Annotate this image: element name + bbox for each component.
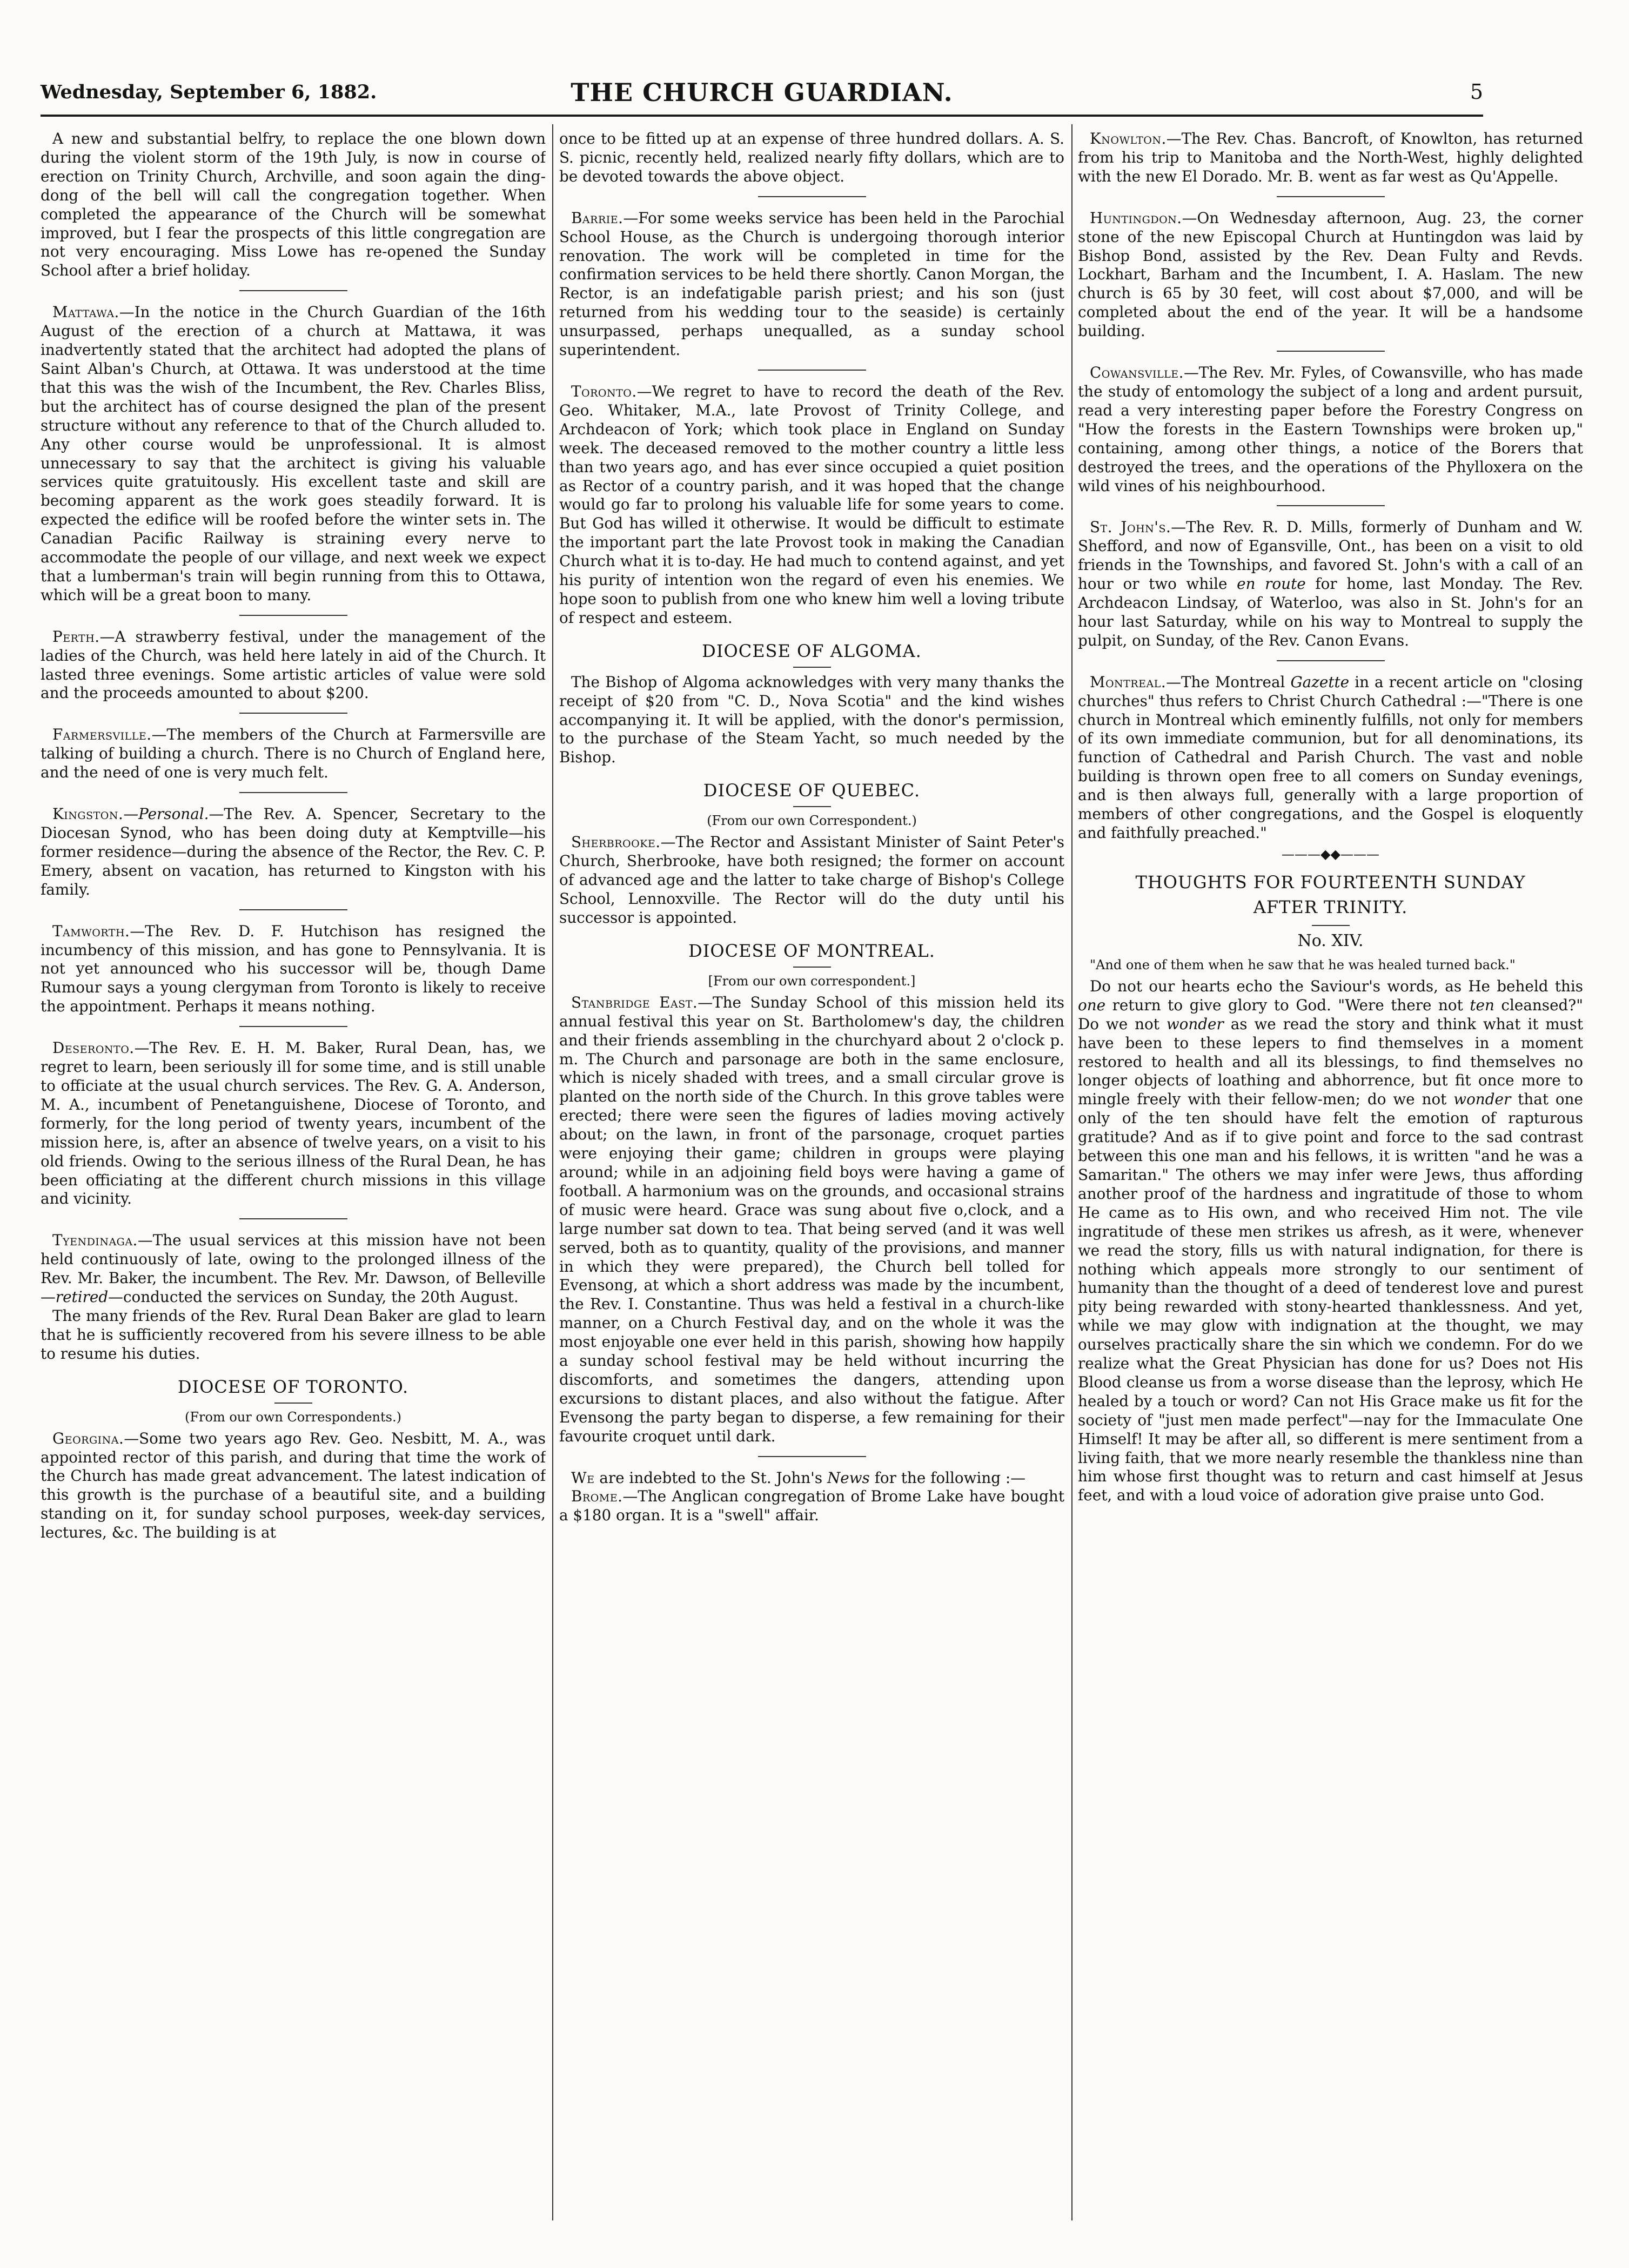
item-body: are indebted to the St. John's	[594, 1468, 827, 1487]
item-body: —The Sunday School of this mission held its annual festival this year on St. Bartholomew's day, the children and their friends assembling in the churchyard about 2 o'clock p. m. The Church and parsonage are both in the same enclosure, which is nicely shaded with trees, and a small circular grove is planted on the north side of the Church. In this grove tables were erected; there were seen the figures of ladies moving actively about; on the lawn, in front of the parsonage, croquet parties were enjoying their game; children in groups were playing around; while in an adjoining field boys were having a game of football. A harmonium was on the grounds, and occasional strains of music were heard. Grace was sung about five o,clock, and a large number sat down to tea. That being served (and it was well served, both as to quantity, quality of the provisions, and manner in which they were prepared), the Church bell tolled for Evensong, at which a short address was made by the incumbent, the Rev. I. Constantine. Thus was held a festival in a church-like manner, on a Church Festival day, and on the whole it was the most enjoyable one ever held in this parish, showing how happily a sunday school festival may be held without incurring the discomforts, and sometimes the dangers, attending upon excursions to distant places, and also without the fatigue. After Evensong the party began to disperse, a few remaining for their favourite croquet until dark.	[559, 993, 1064, 1445]
item-body: —The Rev. Chas. Bancroft, of Knowlton, has returned from his trip to Manitoba and the North-West, highly delighted with the new El Dorado. Mr. B. went as far west as Qu'Appelle.	[1078, 130, 1583, 185]
mattawa-item	[41, 303, 546, 605]
brome-item	[559, 1487, 1064, 1525]
correspondent-note: (From our own Correspondents.)	[185, 1409, 401, 1425]
deseronto-item	[41, 1039, 546, 1209]
place-lead: Farmersville.	[52, 726, 152, 744]
continued-paragraph: once to be fitted up at an expense of three hundred dollars. A. S. S. picnic, recently held, realized nearly fifty dollars, which are to be devoted towards the above object.	[559, 130, 1064, 185]
emphasis: one	[1078, 996, 1106, 1014]
place-lead: Tyendinaga.	[52, 1231, 138, 1250]
separator	[793, 667, 831, 668]
separator	[793, 806, 831, 807]
item-body: —For some weeks service has been held in the Parochial School House, as the Church is undergoing thorough interior renovation. The work will be completed in time for the confirmation services to be held there shortly. Canon Morgan, the Rector, is an indefatigable parish priest; and his son (just returned from his wedding tour to the seaside) is certainly unsurpassed, perhaps unequalled, as a sunday school superintendent.	[559, 209, 1064, 359]
emphasis: wonder	[1166, 1015, 1224, 1033]
place-lead: Barrie.	[571, 209, 624, 227]
separator	[239, 290, 347, 291]
farmersville-item	[41, 726, 546, 782]
separator	[1312, 925, 1350, 926]
separator	[1277, 351, 1385, 352]
separator	[239, 713, 347, 714]
place-lead: Stanbridge East.	[571, 993, 698, 1011]
separator	[274, 1403, 312, 1404]
baker-paragraph: The many friends of the Rev. Rural Dean Baker are glad to learn that he is sufficiently recovered from his severe illness to be able to resume his duties.	[41, 1306, 546, 1363]
item-body: —The Rev. E. H. M. Baker, Rural Dean, has, we regret to learn, been seriously ill for some time, and is still unable to officiate at the usual church services. The Rev. G. A. Anderson, M. A., incumbent of Penetanguishene, Diocese of Toronto, and formerly, for the long period of twenty years, incumbent of the mission here, is, after an absence of twelve years, on a visit to his old friends. Owing to the serious illness of the Rural Dean, he has been officiating at the different church missions in this village and vicinity.	[41, 1039, 546, 1208]
thoughts-number: No. XIV.	[1297, 931, 1364, 950]
separator	[1277, 505, 1385, 506]
cowansville-item	[1078, 364, 1583, 495]
knowlton-item	[1078, 130, 1583, 186]
place-lead: Cowansville.	[1090, 364, 1184, 382]
item-body: —conducted the services on Sunday, the 20th August.	[108, 1288, 519, 1306]
separator	[239, 792, 347, 793]
place-lead: We	[571, 1468, 595, 1487]
correspondent-note: [From our own correspondent.]	[708, 973, 916, 989]
retired-word: retired	[55, 1288, 109, 1306]
correspondent-note: (From our own Correspondent.)	[707, 813, 917, 829]
item-body: —The Rev. A. Spencer, Secretary to the Diocesan Synod, who has been doing duty at Kemptville—his former residence—during the absence of the Rector, the Rev. C. P. Emery, absent on vacation, has returned to Kingston with his family.	[41, 805, 546, 898]
column-rule	[1071, 124, 1072, 2220]
montreal-item	[1078, 673, 1583, 843]
separator	[239, 1218, 347, 1219]
item-body: —The usual services at this mission have not been held continuously of late, owing to the prolonged illness of the Rev. Mr. Baker, the incumbent. The Rev. Mr. Dawson, of Belleville—	[41, 1231, 546, 1306]
sermon-text: return to give glory to God. "Were there not	[1105, 996, 1470, 1014]
kingston-item	[41, 805, 546, 900]
place-lead: Toronto.	[571, 382, 637, 400]
item-body: in a recent article on "closing churches" thus refers to Christ Church Cathedral :—"There is one church in Montreal which eminently fulfills, not only for members of its own immediate communion, but for all denominations, its function of Cathedral and Parish Church. The vast and noble building is thrown open free to all comers on Sunday evenings, and is then always full, generally with a large proportion of members of other congregations, and the Gospel is eloquently and faithfully preached."	[1078, 673, 1583, 842]
thoughts-heading-line: AFTER TRINITY.	[1253, 896, 1408, 917]
item-body: —On Wednesday afternoon, Aug. 23, the corner stone of the new Episcopal Church at Huntingdon was laid by Bishop Bond, assisted by the Rev. Dean Fulty and Revds. Lockhart, Barham and the Incumbent, I. A. Haslam. The new church is 65 by 30 feet, will cost about $7,000, and will be completed about the end of the year. It will be a handsome building.	[1078, 209, 1583, 340]
place-lead: Perth.	[52, 627, 100, 646]
barrie-item	[559, 209, 1064, 360]
place-lead: Deseronto.	[52, 1039, 135, 1057]
item-body: —The Rev. R. D. Mills, formerly of Dunham and W. Shefford, and now of Egansville, Ont., has been on a visit to old friends in the Townships, and favored St. John's with a call of an hour or two while	[1078, 518, 1583, 593]
sermon-text: as we read the story and think what it must have been to these lepers to find themselves in a moment restored to health and all its blessings, to find themselves no longer objects of loathing and abhorrence, but fit once more to mingle freely with their fellow-men; do we not	[1078, 1015, 1583, 1109]
st-johns-item	[1078, 518, 1583, 650]
column-2	[559, 130, 1064, 2237]
emphasis: ten	[1470, 996, 1494, 1014]
item-body: —A strawberry festival, under the management of the ladies of the Church, was held here lately in aid of the Church. It lasted three evenings. Some artistic articles of value were sold and the proceeds amounted to about $200.	[41, 627, 546, 702]
place-lead: Sherbrooke.	[571, 833, 661, 851]
sermon-text: Do not our hearts echo the Saviour's words, as He beheld this	[1090, 977, 1583, 995]
place-lead: Huntingdon.	[1090, 209, 1182, 227]
tamworth-item	[41, 922, 546, 1017]
diocese-toronto-heading: DIOCESE OF TORONTO.	[177, 1376, 409, 1397]
stanbridge-item	[559, 994, 1064, 1446]
separator	[1277, 660, 1385, 661]
separator	[239, 909, 347, 910]
thoughts-heading	[1078, 870, 1583, 920]
toronto-item	[559, 383, 1064, 628]
diocese-algoma-heading: DIOCESE OF ALGOMA.	[702, 640, 922, 661]
emphasis: wonder	[1453, 1090, 1511, 1109]
place-lead: Mattawa.	[52, 303, 119, 321]
diocese-quebec-heading: DIOCESE OF QUEBEC.	[703, 780, 921, 801]
huntingdon-item	[1078, 209, 1583, 341]
sermon-paragraph	[1078, 977, 1583, 1505]
item-body: —The members of the Church at Farmersville are talking of building a church. There is no Church of England here, and the need of one is very much felt.	[41, 726, 546, 782]
thoughts-heading-line: THOUGHTS FOR FOURTEENTH SUNDAY	[1135, 871, 1526, 893]
separator	[793, 967, 831, 968]
algoma-item: The Bishop of Algoma acknowledges with very many thanks the receipt of $20 from "C. D., Nova Scotia" and the kind wishes accompanying it. It will be applied, with the donor's permission, to the purchase of the Steam Yacht, so much needed by the Bishop.	[559, 673, 1064, 767]
place-lead: Montreal.	[1090, 673, 1167, 691]
newspaper-title: THE CHURCH GUARDIAN.	[571, 78, 953, 107]
column-rule	[552, 124, 553, 2220]
place-lead: Knowlton.	[1090, 130, 1167, 147]
item-body: —The Anglican congregation of Brome Lake have bought a $180 organ. It is a "swell" affair.	[559, 1487, 1064, 1525]
gazette-title: Gazette	[1290, 673, 1350, 691]
en-route-phrase: en route	[1237, 575, 1306, 593]
item-body: for home, last Monday. The Rev. Archdeacon Lindsay, of Waterloo, was also in St. John's for an hour last Saturday, while on his way to Montreal to supply the pulpit, on Sunday, of the Rev. Canon Evans.	[1078, 575, 1583, 649]
item-body: —We regret to have to record the death of the Rev. Geo. Whitaker, M.A., late Provost of Trinity College, and Archdeacon of York; which took place in England on Sunday week. The deceased removed to the mother country a little less than two years ago, and has ever since occupied a quiet position as Rector of a country parish, and it was hoped that the change would go far to prolong his valuable life for some years to come. But God has willed it otherwise. It would be difficult to estimate the important part the late Provost took in making the Canadian Church what it is to-day. He had much to contend against, and yet his purity of intention won the regard of even his enemies. We hope soon to publish from one who knew him well a loving tribute of respect and esteem.	[559, 382, 1064, 627]
item-body: —Some two years ago Rev. Geo. Nesbitt, M. A., was appointed rector of this parish, and during that time the work of the Church has made great advancement. The latest indication of this growth is the purchase of a beautiful site, and a building standing on it, for sunday school purposes, week-day services, lectures, &c. The building is at	[41, 1429, 546, 1542]
tyendinaga-item	[41, 1231, 546, 1307]
item-body: —The Montreal	[1166, 673, 1291, 691]
separator	[758, 370, 866, 371]
personal-label: —Personal.	[123, 805, 209, 823]
separator	[239, 1026, 347, 1027]
column-3	[1078, 130, 1583, 2237]
sermon-text: cleansed?" Do we not	[1078, 996, 1583, 1033]
column-1	[41, 130, 546, 2237]
st-johns-news-item	[559, 1469, 1064, 1488]
place-lead: Brome.	[571, 1487, 623, 1506]
separator	[758, 196, 866, 197]
place-lead: Kingston.	[52, 805, 124, 823]
issue-date: Wednesday, September 6, 1882.	[41, 81, 377, 103]
separator	[239, 615, 347, 616]
scripture-epigraph: "And one of them when he saw that he was healed turned back."	[1090, 957, 1516, 972]
news-title: News	[827, 1468, 870, 1487]
georgina-item	[41, 1430, 546, 1542]
item-body: —The Rector and Assistant Minister of Saint Peter's Church, Sherbrooke, have both resigned; the former on account of advanced age and the latter to take charge of Bishop's College School, Lennoxville. The Rector will do the duty until his successor is appointed.	[559, 833, 1064, 927]
ornament-divider: ———◆◆———	[1282, 846, 1379, 862]
sermon-text: that one only of the ten should have felt the emotion of rapturous gratitude? And as if to give point and force to the sad contrast between this one man and his fellows, it is written "and he was a Samaritan." The others we may infer were Jews, thus affording another proof of the hardness and ingratitude of those to whom He came as to His own, and who received Him not. The vile ingratitude of these men strikes us afresh, as it were, whenever we read the story, fills us with natural indignation, for there is nothing which appeals more strongly to our sentiment of humanity than the thought of a deed of tenderest love and purest pity being rewarded with stony-hearted thanklessness. And yet, while we may glow with indignation at the thought, we may ourselves practically share the sin which we condemn. For do we realize what the Great Physician has done for us? Does not His Blood cleanse us from a worse disease than the leprosy, which He healed by a touch or word? Can not His Grace make us fit for the society of "just men made perfect"—nay for the Immaculate One Himself! It may be after all, so different is mere sentiment from a living faith, that we more nearly resemble the thankless nine than him whose first thought was to return and cast himself at Jesus feet, and with a loud voice of adoration give praise unto God.	[1078, 1090, 1583, 1505]
item-body: —The Rev. D. F. Hutchison has resigned the incumbency of this mission, and has gone to Pennsylvania. It is not yet announced who his successor will be, though Dame Rumour says a young clergyman from Toronto is likely to receive the appointment. Perhaps it means nothing.	[41, 922, 546, 1016]
place-lead: Tamworth.	[52, 922, 130, 940]
page-number: 5	[1470, 80, 1483, 104]
place-lead: St. John's.	[1090, 518, 1171, 536]
masthead	[41, 78, 1483, 117]
place-lead: Georgina.	[52, 1429, 124, 1447]
item-body: —The Rev. Mr. Fyles, of Cowansville, who has made the study of entomology the subject of a long and ardent pursuit, read a very interesting paper before the Forestry Congress on "How the forests in the Eastern Townships were broken up," containing, among other things, a notice of the Borers that destroyed the trees, and the operations of the Phylloxera on the wild vines of his neighbourhood.	[1078, 364, 1583, 495]
separator	[1277, 196, 1385, 197]
separator	[758, 1456, 866, 1457]
sherbrooke-item	[559, 833, 1064, 928]
diocese-montreal-heading: DIOCESE OF MONTREAL.	[688, 940, 935, 961]
perth-item	[41, 628, 546, 703]
item-body: for the following :—	[869, 1468, 1026, 1487]
belfry-paragraph: A new and substantial belfry, to replace the one blown down during the violent storm of the 19th July, is now in course of erection on Trinity Church, Archville, and soon again the ding-dong of the bell will call the congregation together. When completed the appearance of the Church will be somewhat improved, but I fear the prospects of this little congregation are not very encouraging. Miss Lowe has re-opened the Sunday School after a brief holiday.	[41, 130, 546, 280]
item-body: —In the notice in the Church Guardian of the 16th August of the erection of a church at Mattawa, it was inadvertently stated that the architect had adopted the plans of Saint Alban's Church, at Ottawa. It was understood at the time that this was the wish of the Incumbent, the Rev. Charles Bliss, but the architect has of course designed the plan of the present structure without any reference to that of the Church alluded to. Any other course would be unprofessional. It is almost unnecessary to say that the architect is giving his valuable services quite gratuitously. His excellent taste and skill are becoming apparent as the work goes steadily forward. It is expected the edifice will be roofed before the winter sets in. The Canadian Pacific Railway is straining every nerve to accommodate the people of our village, and next week we expect that a lumberman's train will begin running from this to Ottawa, which will be a great boon to many.	[41, 303, 546, 604]
